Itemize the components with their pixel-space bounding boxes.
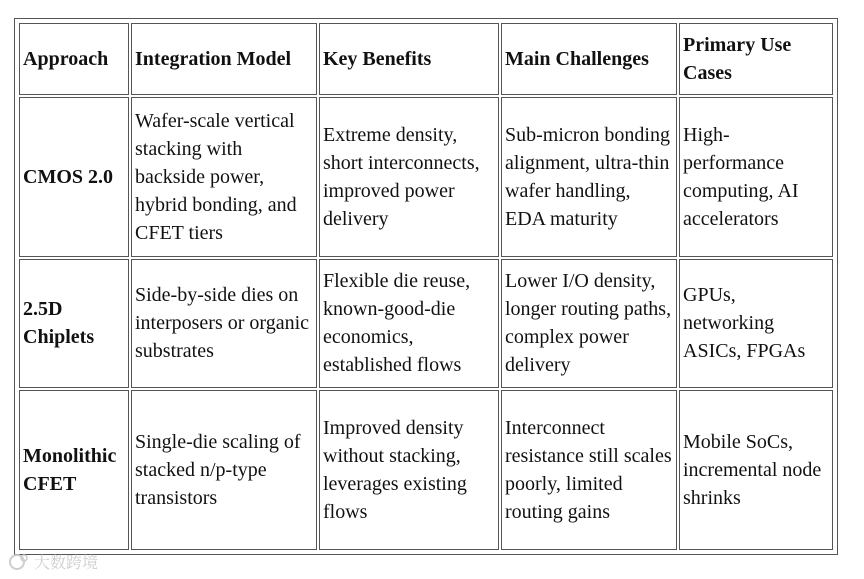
header-key-benefits: Key Benefits xyxy=(319,23,499,95)
table-row xyxy=(19,97,833,257)
cell-approach: CMOS 2.0 xyxy=(19,97,129,257)
cell-main-challenges: Lower I/O density, longer routing paths, complex power delivery xyxy=(501,259,677,388)
watermark xyxy=(8,550,98,573)
comparison-table-frame xyxy=(14,18,838,555)
cell-key-benefits: Improved density without stacking, leverages existing flows xyxy=(319,390,499,550)
cell-key-benefits: Flexible die reuse, known-good-die economics, established flows xyxy=(319,259,499,388)
comparison-table xyxy=(17,21,835,552)
cell-integration-model: Side-by-side dies on interposers or organic substrates xyxy=(131,259,317,388)
table-header-row xyxy=(19,23,833,95)
cell-primary-use-cases: High-performance computing, AI accelerators xyxy=(679,97,833,257)
header-approach: Approach xyxy=(19,23,129,95)
cell-approach: Monolithic CFET xyxy=(19,390,129,550)
header-main-challenges: Main Challenges xyxy=(501,23,677,95)
brand-logo-icon xyxy=(8,553,30,571)
cell-integration-model: Single-die scaling of stacked n/p-type transistors xyxy=(131,390,317,550)
cell-integration-model: Wafer-scale vertical stacking with backside power, hybrid bonding, and CFET tiers xyxy=(131,97,317,257)
cell-main-challenges: Interconnect resistance still scales poorly, limited routing gains xyxy=(501,390,677,550)
cell-approach: 2.5D Chiplets xyxy=(19,259,129,388)
cell-primary-use-cases: GPUs, networking ASICs, FPGAs xyxy=(679,259,833,388)
table-row xyxy=(19,390,833,550)
watermark-text: 大数跨境 xyxy=(34,553,99,572)
cell-key-benefits: Extreme density, short interconnects, improved power delivery xyxy=(319,97,499,257)
header-integration-model: Integration Model xyxy=(131,23,317,95)
cell-main-challenges: Sub-micron bonding alignment, ultra-thin wafer handling, EDA maturity xyxy=(501,97,677,257)
table-row xyxy=(19,259,833,388)
header-primary-use-cases: Primary Use Cases xyxy=(679,23,833,95)
cell-primary-use-cases: Mobile SoCs, incremental node shrinks xyxy=(679,390,833,550)
